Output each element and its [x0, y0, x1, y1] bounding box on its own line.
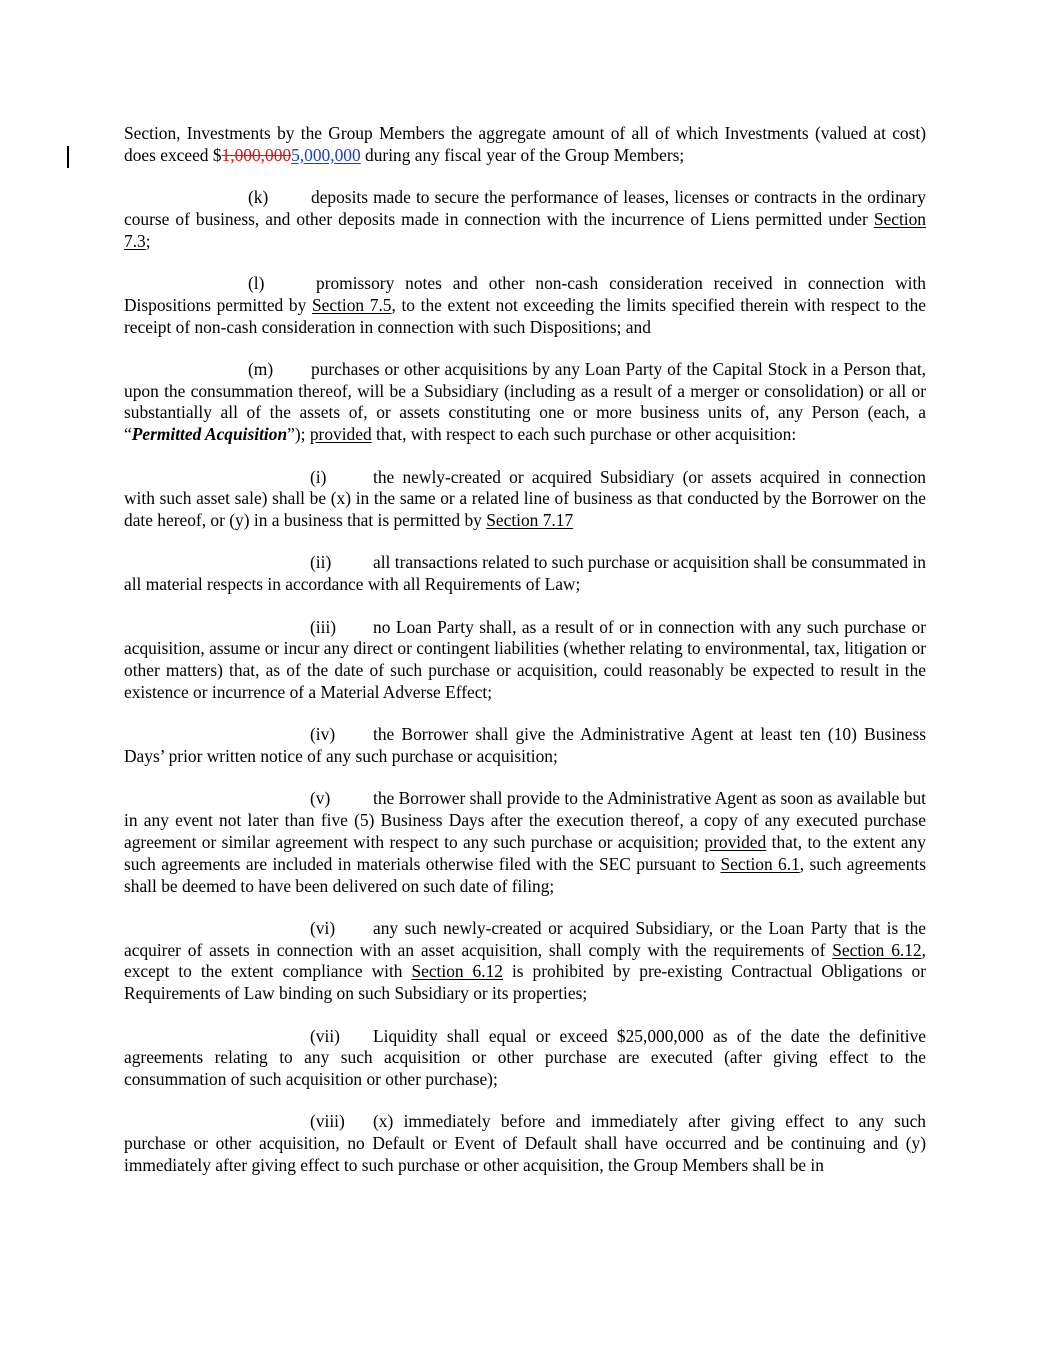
clause-text: purchases or other acquisitions by any Loan Party of the Capital Stock in a Person that, upon the consummation thereof, will be a Subsidiary (including as a result of a merger or consolidation) or all or substantially all of the assets of, or assets constituting one or more business units of, any Person (each, a “ [124, 358, 926, 445]
deleted-amount: 1,000,000 [221, 144, 292, 165]
clause-text: promissory notes and other non-cash consideration received in connection with Dispositions permitted by [124, 272, 926, 315]
subclause-marker: (iv) [310, 724, 336, 745]
subclause-marker: (vii) [310, 1025, 340, 1046]
subclause-ii [124, 552, 926, 596]
subclause-text: no Loan Party shall, as a result of or in connection with any such purchase or acquisition, assume or incur any direct or contingent liabilities (whether relating to environmental, tax, litigation or other matters) that, as of the date of such purchase or acquisition, could reasonably be expected to result in the existence or incurrence of a Material Adverse Effect; [124, 616, 926, 702]
subclause-text: , such agreements shall be deemed to have been delivered on such date of filing; [124, 853, 926, 896]
subclause-text: that, to the extent any such agreements are included in materials otherwise filed with the SEC pursuant to [124, 831, 926, 874]
subclause-marker: (viii) [310, 1111, 345, 1132]
subclause-text: is prohibited by pre-existing Contractual Obligations or Requirements of Law binding on such Subsidiary or its properties; [124, 961, 926, 1004]
subclause-v [124, 788, 926, 897]
clause-l [124, 273, 926, 338]
subclause-marker: (vi) [310, 917, 336, 938]
subclause-text: all transactions related to such purchase or acquisition shall be consummated in all material respects in accordance with all Requirements of Law; [124, 552, 926, 595]
clause-marker: (k) [248, 187, 269, 208]
clause-marker: (l) [248, 272, 265, 293]
subclause-viii [124, 1111, 926, 1176]
clause-text: , to the extent not exceeding the limits specified therein with respect to the receipt of non-cash consideration in connection with such Dispositions; and [124, 294, 927, 337]
document-page [124, 123, 926, 1177]
subclause-iii [124, 617, 926, 704]
paragraph-intro [124, 123, 926, 167]
clause-text: ; [145, 230, 151, 251]
revision-change-bar [67, 146, 69, 168]
subclause-text: the Borrower shall give the Administrative Agent at least ten (10) Business Days’ prior written notice of any such purchase or acquisition; [124, 724, 926, 767]
section-reference: Section 6.12 [411, 961, 503, 982]
defined-term: Permitted Acquisition [131, 424, 288, 445]
inserted-amount: 5,000,000 [291, 144, 361, 165]
subclause-text: (x) immediately before and immediately after giving effect to any such purchase or other acquisition, no Default or Event of Default shall have occurred and be continuing and (y) immediately after giving effect to such purchase or other acquisition, the Group Members shall be in [124, 1111, 926, 1175]
provided-term: provided [309, 424, 372, 445]
clause-text: that, with respect to each such purchase or other acquisition: [371, 424, 797, 445]
clause-text: ”); [287, 424, 310, 445]
clause-k [124, 187, 926, 252]
subclause-text: the newly-created or acquired Subsidiary (or assets acquired in connection with such asset sale) shall be (x) in the same or a related line of business as that conducted by the Borrower on the date hereof, or (y) in a business that is permitted by [124, 466, 926, 531]
clause-marker: (m) [248, 358, 274, 379]
section-reference: Section 7.17 [486, 510, 574, 531]
subclause-text: , except to the extent compliance with [124, 939, 926, 982]
subclause-text: the Borrower shall provide to the Administrative Agent as soon as available but in any event not later than five (5) Business Days after the execution thereof, a copy of any executed purchase agreement or similar agreement with respect to any such purchase or acquisition; [124, 788, 926, 852]
section-reference: Section 7.3 [124, 208, 926, 251]
paragraph-text: Section, Investments by the Group Members the aggregate amount of all of which Investments (valued at cost) does exceed $ [124, 123, 926, 165]
subclause-marker: (ii) [310, 552, 332, 573]
subclause-i [124, 467, 926, 532]
paragraph-text: during any fiscal year of the Group Members; [360, 144, 685, 165]
subclause-text: Liquidity shall equal or exceed $25,000,000 as of the date the definitive agreements relating to any such acquisition or other purchase are executed (after giving effect to the consummation of such acquisition or other purchase); [124, 1025, 926, 1090]
subclause-vii [124, 1026, 926, 1091]
provided-term: provided [704, 831, 767, 852]
clause-text: deposits made to secure the performance of leases, licenses or contracts in the ordinary course of business, and other deposits made in connection with the incurrence of Liens permitted under [124, 187, 926, 229]
subclause-marker: (v) [310, 788, 331, 809]
subclause-marker: (i) [310, 466, 327, 487]
section-reference: Section 6.1 [720, 853, 800, 874]
section-reference: Section 6.12 [832, 939, 922, 960]
subclause-vi [124, 918, 926, 1005]
subclause-iv [124, 724, 926, 768]
subclause-marker: (iii) [310, 616, 337, 637]
subclause-text: any such newly-created or acquired Subsidiary, or the Loan Party that is the acquirer of assets in connection with an asset acquisition, shall comply with the requirements of [124, 917, 926, 960]
clause-m [124, 359, 926, 446]
section-reference: Section 7.5 [311, 294, 392, 315]
